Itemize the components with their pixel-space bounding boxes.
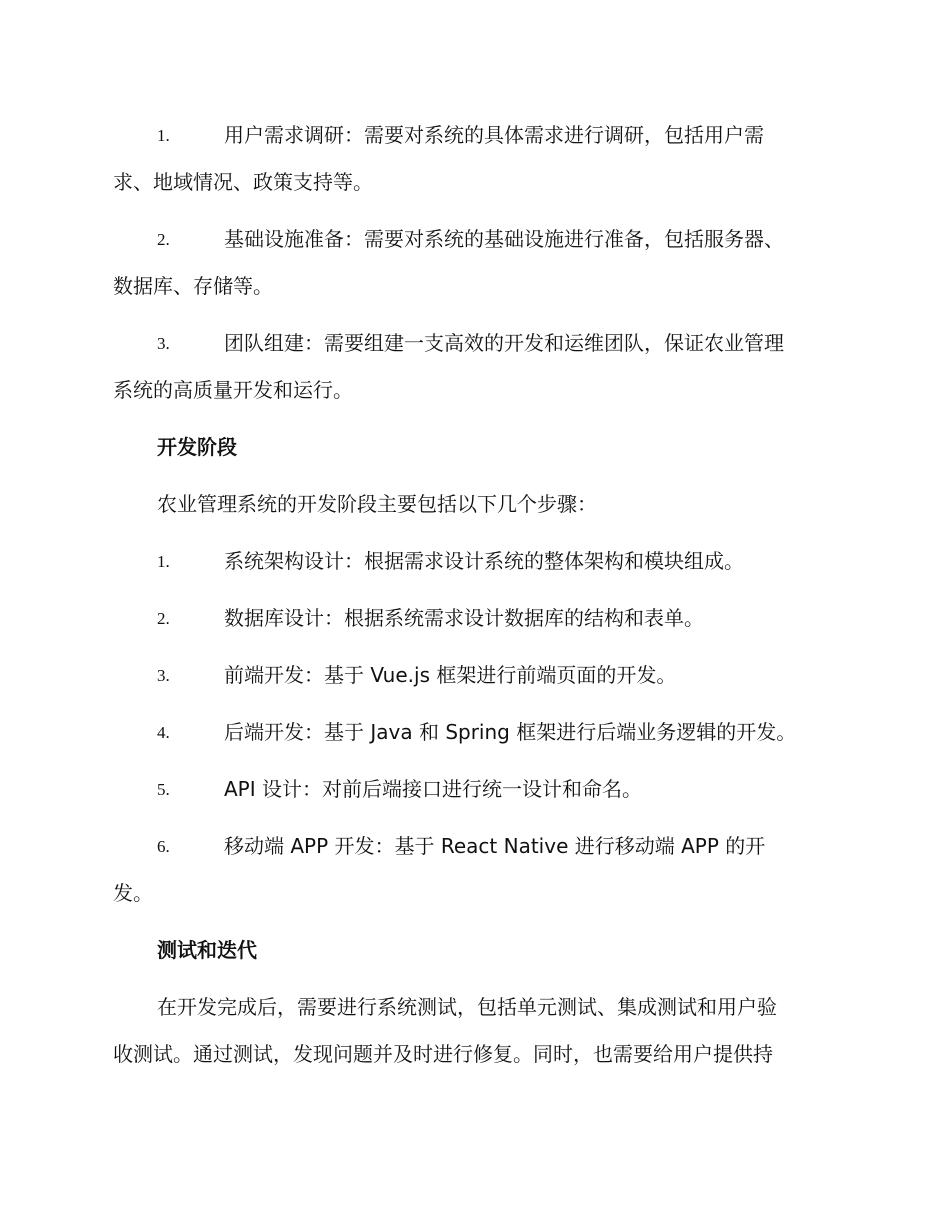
- development-intro: 农业管理系统的开发阶段主要包括以下几个步骤：: [157, 492, 597, 516]
- list-text-continued: 系统的高质量开发和运行。: [113, 378, 353, 402]
- list-text: 用户需求调研：需要对系统的具体需求进行调研，包括用户需: [224, 123, 764, 147]
- list-item: [113, 216, 836, 310]
- list-text: 基础设施准备：需要对系统的基础设施进行准备，包括服务器、: [224, 227, 784, 251]
- list-text-continued: 求、地域情况、政策支持等。: [113, 170, 373, 194]
- testing-paragraph: [113, 984, 836, 1078]
- list-item: [113, 538, 836, 585]
- list-text-continued: 数据库、存储等。: [113, 274, 273, 298]
- list-number: 3.: [157, 666, 170, 685]
- list-text: 后端开发：基于 Java 和 Spring 框架进行后端业务逻辑的开发。: [224, 720, 797, 744]
- list-text: 团队组建：需要组建一支高效的开发和运维团队，保证农业管理: [224, 331, 784, 355]
- section-heading-testing: 测试和迭代: [157, 938, 257, 962]
- list-number: 5.: [157, 780, 170, 799]
- list-number: 4.: [157, 723, 170, 742]
- list-number: 2.: [157, 609, 170, 628]
- list-text-continued: 发。: [113, 881, 153, 905]
- list-item: [113, 709, 836, 756]
- list-item: [113, 595, 836, 642]
- list-text: 数据库设计：根据系统需求设计数据库的结构和表单。: [224, 606, 704, 630]
- list-item: [113, 320, 836, 414]
- section-heading-development: 开发阶段: [157, 435, 237, 459]
- list-item: [113, 652, 836, 699]
- list-number: 3.: [157, 334, 170, 353]
- list-item: [113, 112, 836, 206]
- list-text: 系统架构设计：根据需求设计系统的整体架构和模块组成。: [224, 549, 744, 573]
- list-item: [113, 766, 836, 813]
- list-number: 6.: [157, 837, 170, 856]
- testing-paragraph-line1: 在开发完成后，需要进行系统测试，包括单元测试、集成测试和用户验: [157, 995, 777, 1019]
- list-number: 1.: [157, 126, 170, 145]
- list-text: API 设计：对前后端接口进行统一设计和命名。: [224, 777, 642, 801]
- list-text: 移动端 APP 开发：基于 React Native 进行移动端 APP 的开: [224, 834, 766, 858]
- list-item: [113, 823, 836, 917]
- testing-paragraph-line2: 收测试。通过测试，发现问题并及时进行修复。同时，也需要给用户提供持: [113, 1042, 773, 1066]
- list-text: 前端开发：基于 Vue.js 框架进行前端页面的开发。: [224, 663, 677, 687]
- list-number: 2.: [157, 230, 170, 249]
- list-number: 1.: [157, 552, 170, 571]
